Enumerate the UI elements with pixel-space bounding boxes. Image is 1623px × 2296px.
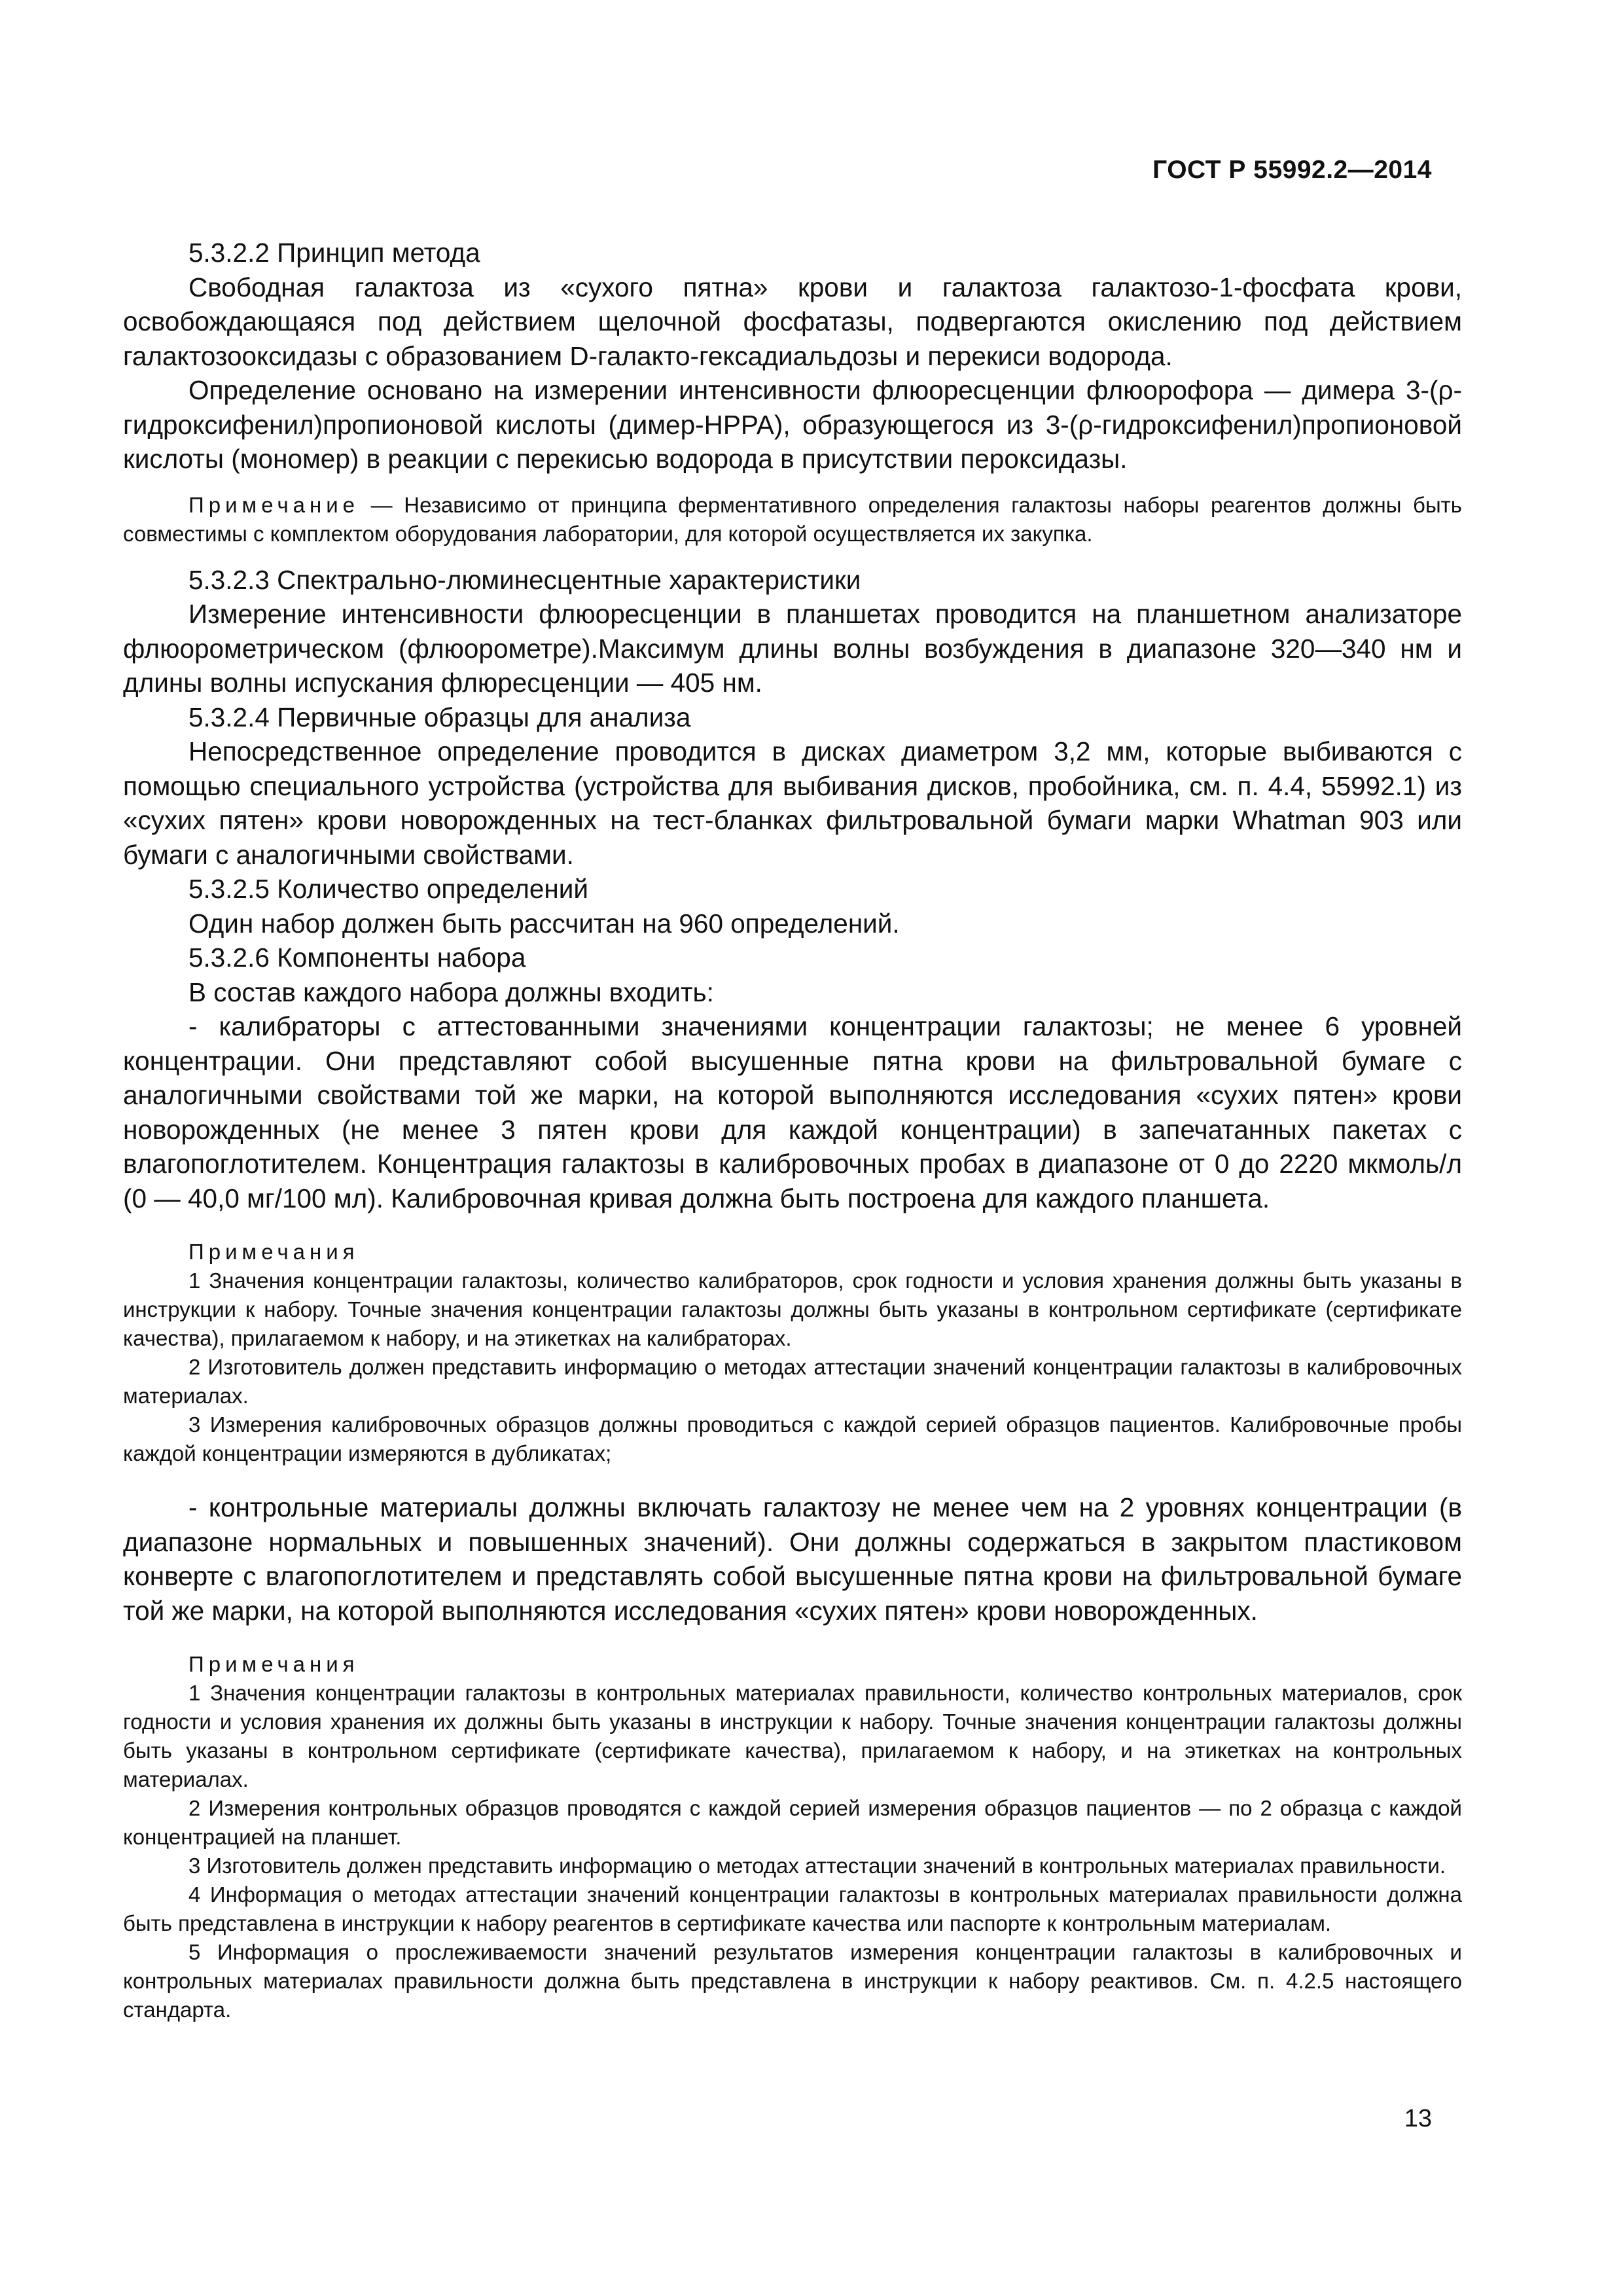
paragraph: Непосредственное определение проводится в дисках диаметром 3,2 мм, которые выбиваются с помощью специального устройства (устройства для выбивания дисков, пробойника, см. п. 4.4, 55992.1) из «сухих пятен» крови новорожденных на тест-бланках фильтровальной бумаги марки Whatman 903 или бумаги с аналогичными свойствами. [123, 736, 1462, 870]
note-item: 2 Измерения контрольных образцов проводятся с каждой серией измерения образцов пациентов — по 2 образца с каждой концентрацией на планшет. [123, 1796, 1462, 1849]
paragraph: Измерение интенсивности флюоресценции в планшетах проводится на планшетном анализаторе флюорометрическом (флюорометре).Максимум длины волны возбуждения в диапазоне 320—340 нм и длины волны испускания флюресценции — 405 нм. [123, 599, 1462, 698]
note-item: 4 Информация о методах аттестации значений концентрации галактозы в контрольных материалах правильности должна быть представлена в инструкции к набору реагентов в сертификате качества или паспорте к контрольным материалам. [123, 1882, 1462, 1935]
note [123, 491, 1462, 548]
section-heading-5325: 5.3.2.5 Количество определений [188, 874, 589, 904]
section-heading-5323: 5.3.2.3 Спектрально-люминесцентные характеристики [188, 564, 861, 595]
document-body [123, 236, 1462, 2024]
note-item: 3 Изготовитель должен представить информацию о методах аттестации значений в контрольных материалах правильности. [188, 1854, 1446, 1878]
document-header-id: ГОСТ Р 55992.2—2014 [1152, 156, 1432, 184]
paragraph: В состав каждого набора должны входить: [188, 977, 714, 1007]
note-item: 2 Изготовитель должен представить информацию о методах аттестации значений концентрации галактозы в калибровочных материалах. [123, 1355, 1462, 1408]
note-label: Примечание [188, 492, 360, 517]
note-item: 5 Информация о прослеживаемости значений результатов измерения концентрации галактозы в калибровочных и контрольных материалах правильности должна быть представлена в инструкции к набору реактивов. См. п. 4.2.5 настоящего стандарта. [123, 1940, 1462, 2022]
list-item: - калибраторы с аттестованными значениями концентрации галактозы; не менее 6 уровней концентрации. Они представляют собой высушенные пятна крови на фильтровальной бумаге с аналогичными свойствами той же марки, на которой выполняются исследования «сухих пятен» крови новорожденных (не менее 3 пятен крови для каждой концентрации) в запечатанных пакетах с влагопоглотителем. Концентрация галактозы в калибровочных пробах в диапазоне от 0 до 2220 мкмоль/л (0 — 40,0 мг/100 мл). Калибровочная кривая должна быть построена для каждого планшета. [123, 1011, 1462, 1213]
page-number: 13 [1404, 2105, 1432, 2132]
paragraph: Определение основано на измерении интенсивности флюоресценции флюорофора — димера 3-(ρ-гидроксифенил)пропионовой кислоты (димер-HPPA), образующегося из 3-(ρ-гидроксифенил)пропионовой кислоты (мономер) в реакции с перекисью водорода в присутствии пероксидазы. [123, 375, 1462, 474]
section-heading-5324: 5.3.2.4 Первичные образцы для анализа [188, 702, 691, 732]
section-heading-5322: 5.3.2.2 Принцип метода [188, 238, 480, 268]
note-item: 1 Значения концентрации галактозы в контрольных материалах правильности, количество контрольных материалов, срок годности и условия хранения их должны быть указаны в инструкции к набору. Точные значения концентрации галактозы должны быть указаны в контрольном сертификате (сертификате качества), прилагаемом к набору, и на этикетках на контрольных материалах. [123, 1681, 1462, 1791]
notes-title: Примечания [188, 1240, 359, 1264]
list-item: - контрольные материалы должны включать галактозу не менее чем на 2 уровнях концентрации (в диапазоне нормальных и повышенных значений). Они должны содержаться в закрытом пластиковом конверте с влагопоглотителем и представлять собой высушенные пятна крови на фильтровальной бумаге той же марки, на которой выполняются исследования «сухих пятен» крови новорожденных. [123, 1492, 1462, 1626]
note-text: — Независимо от принципа ферментативного определения галактозы наборы реагентов должны быть совместимы с комплектом оборудования лаборатории, для которой осуществляется их закупка. [123, 492, 1462, 546]
paragraph: Свободная галактоза из «сухого пятна» крови и галактоза галактозо-1-фосфата крови, освобождающаяся под действием щелочной фосфатазы, подвергаются окислению под действием галактозооксидазы с образованием D-галакто-гексадиальдозы и перекиси водорода. [123, 272, 1462, 371]
paragraph: Один набор должен быть рассчитан на 960 определений. [188, 908, 900, 939]
note-item: 3 Измерения калибровочных образцов должны проводиться с каждой серией образцов пациентов. Калибровочные пробы каждой концентрации измеряются в дубликатах; [123, 1412, 1462, 1465]
note-item: 1 Значения концентрации галактозы, количество калибраторов, срок годности и условия хранения должны быть указаны в инструкции к набору. Точные значения концентрации галактозы должны быть указаны в контрольном сертификате (сертификате качества), прилагаемом к набору, и на этикетках на калибраторах. [123, 1268, 1462, 1350]
section-heading-5326: 5.3.2.6 Компоненты набора [188, 942, 526, 973]
notes-title: Примечания [188, 1652, 359, 1676]
